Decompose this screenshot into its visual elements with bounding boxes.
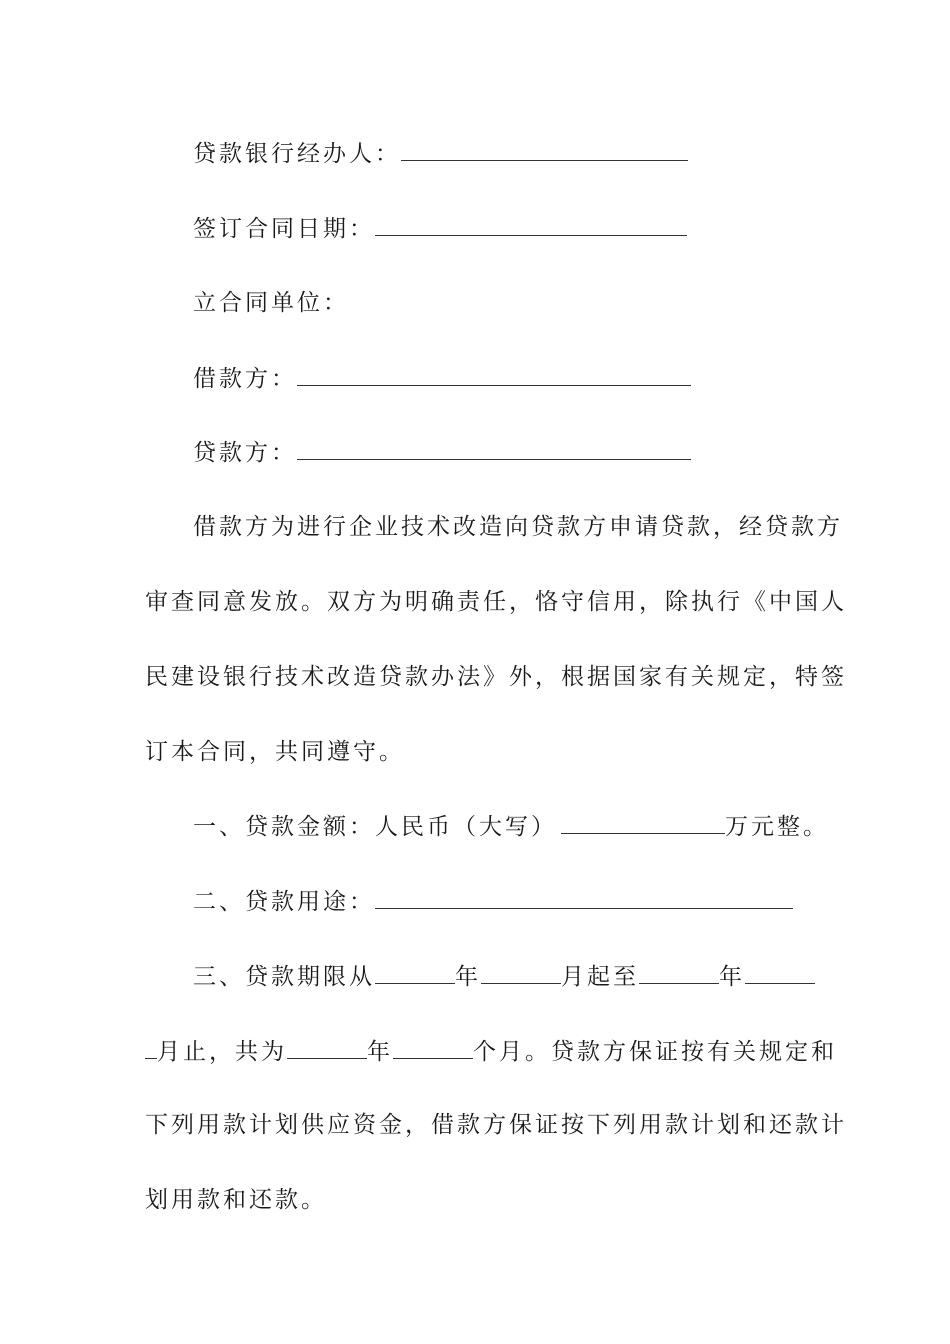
intro-line-1: 借款方为进行企业技术改造向贷款方申请贷款，经贷款方 — [193, 514, 843, 540]
field-borrower-blank[interactable] — [297, 363, 691, 386]
field-lender — [193, 437, 691, 468]
clause-3-text-c: 月起至 — [561, 964, 639, 990]
clause-3-end-month-blank-a[interactable] — [745, 961, 815, 984]
field-lender-blank[interactable] — [297, 437, 691, 460]
intro-line-3: 民建设银行技术改造贷款办法》外，根据国家有关规定，特签 — [145, 664, 847, 690]
field-contracting-parties — [193, 288, 349, 318]
field-lender-label: 贷款方： — [193, 440, 297, 466]
clause-3-text-e: 月止，共为 — [157, 1039, 287, 1065]
clause-3-end-month-blank-b[interactable] — [145, 1036, 157, 1059]
clause-3-duration-years-blank[interactable] — [287, 1036, 367, 1059]
clause-3-text-a: 三、贷款期限从 — [193, 964, 375, 990]
intro-line-4: 订本合同，共同遵守。 — [145, 739, 405, 765]
clause-3-line-3: 下列用款计划供应资金，借款方保证按下列用款计划和还款计 — [145, 1112, 847, 1138]
field-contract-date-blank[interactable] — [375, 213, 687, 236]
field-contract-date-label: 签订合同日期： — [193, 216, 375, 242]
clause-2-loan-purpose — [193, 886, 793, 917]
clause-2-purpose-blank[interactable] — [375, 886, 793, 909]
clause-1-loan-amount — [193, 811, 829, 842]
field-bank-agent-blank[interactable] — [401, 138, 688, 161]
clause-3-line-2 — [145, 1036, 837, 1067]
intro-line-2: 审查同意发放。双方为明确责任，恪守信用，除执行《中国人 — [145, 589, 847, 615]
clause-3-line-1 — [193, 961, 815, 992]
clause-1-prefix: 一、贷款金额：人民币（大写） — [193, 814, 557, 840]
clause-3-line-4: 划用款和还款。 — [145, 1187, 327, 1213]
field-bank-agent-label: 贷款银行经办人： — [193, 141, 401, 167]
clause-3-duration-months-blank[interactable] — [393, 1036, 473, 1059]
field-bank-agent — [193, 138, 688, 169]
clause-3-end-year-blank[interactable] — [639, 961, 719, 984]
clause-1-amount-blank[interactable] — [561, 811, 725, 834]
clause-3-start-year-blank[interactable] — [375, 961, 455, 984]
clause-3-text-b: 年 — [455, 964, 481, 990]
clause-1-suffix: 万元整。 — [725, 814, 829, 840]
field-contract-date — [193, 213, 687, 244]
clause-3-start-month-blank[interactable] — [481, 961, 561, 984]
clause-2-prefix: 二、贷款用途： — [193, 889, 375, 915]
field-contracting-parties-label: 立合同单位： — [193, 290, 349, 316]
clause-3-text-g: 个月。贷款方保证按有关规定和 — [473, 1039, 837, 1065]
field-borrower-label: 借款方： — [193, 366, 297, 392]
field-borrower — [193, 363, 691, 394]
clause-3-text-d: 年 — [719, 964, 745, 990]
clause-3-text-f: 年 — [367, 1039, 393, 1065]
